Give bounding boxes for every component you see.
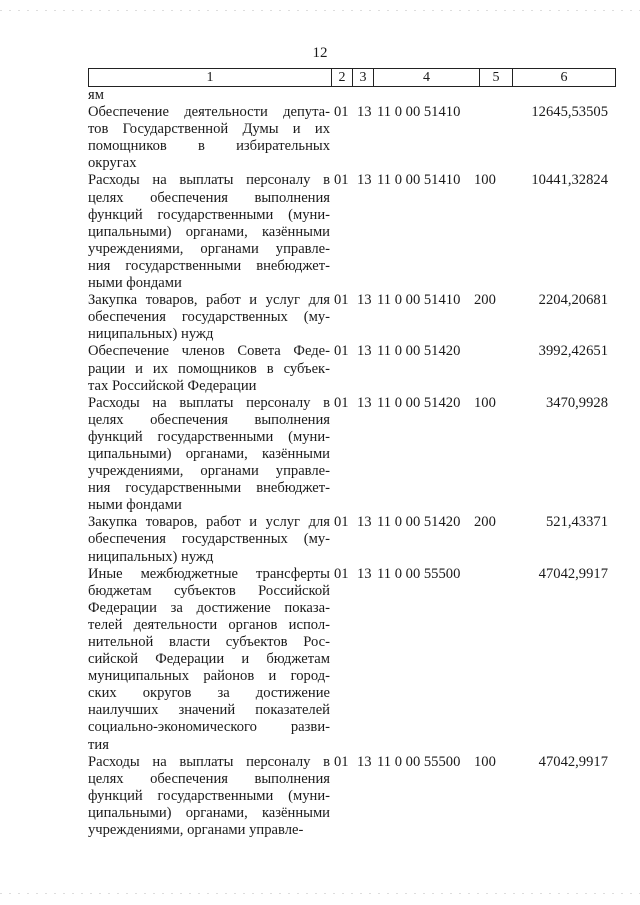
table-row (88, 754, 608, 839)
row-target-article: 11 0 00 55500 (377, 565, 461, 582)
row-name-line: ными фондами (88, 275, 182, 292)
row-section-code: 01 (334, 292, 349, 309)
page-number: 12 (312, 45, 328, 61)
row-name-line: рации и их помощников в субъек- (88, 360, 330, 377)
row-target-article: 11 0 00 51410 (377, 104, 461, 121)
row-amount: 10441,32824 (531, 172, 608, 189)
row-name-line: ских округов за достижение (88, 685, 330, 702)
row-name-line: помощников в избирательных (88, 138, 330, 155)
header-col-5: 5 (480, 69, 513, 87)
row-target-article: 11 0 00 51420 (377, 343, 461, 360)
row-name-line: тах Российской Федерации (88, 377, 257, 394)
table-row (88, 104, 608, 172)
row-target-article: 11 0 00 55500 (377, 753, 461, 770)
row-name (88, 566, 330, 754)
row-section-code: 01 (334, 565, 349, 582)
header-col-1: 1 (89, 69, 332, 87)
header-col-2: 2 (332, 69, 353, 87)
table-row (88, 566, 608, 754)
row-name-line: Расходы на выплаты персоналу в (88, 753, 330, 770)
row-name-line: наилучших значений показателей (88, 702, 330, 719)
row-name-line: социально-экономического разви- (88, 719, 330, 736)
row-amount: 521,43371 (545, 514, 608, 531)
row-amount: 12645,53505 (531, 104, 608, 121)
header-col-6: 6 (513, 69, 616, 87)
row-target-article: 11 0 00 51410 (377, 292, 461, 309)
row-name-line: муниципальных районов и город- (88, 668, 330, 685)
row-name-line: функций государственными (муни- (88, 428, 330, 445)
row-name-line: тия (88, 736, 109, 753)
row-name (88, 292, 330, 343)
row-name-line: ниципальных) нужд (88, 326, 214, 343)
row-name-line: бюджетам субъектов Российской (88, 582, 330, 599)
row-name (88, 104, 330, 172)
row-name-line: округах (88, 155, 137, 172)
table-row (88, 395, 608, 515)
row-name-line: Обеспечение членов Совета Феде- (88, 343, 330, 360)
row-name-line: Федерации за достижение показа- (88, 599, 330, 616)
row-name-line: учреждениями, органами управле- (88, 463, 330, 480)
row-name (88, 395, 330, 515)
row-name-line: ния государственными внебюджет- (88, 257, 330, 274)
row-name-line: ципальными) органами, казёнными (88, 445, 330, 462)
row-expense-type: 100 (474, 394, 496, 411)
row-expense-type: 200 (474, 514, 496, 531)
table-row (88, 87, 608, 104)
row-name-line: целях обеспечения выполнения (88, 770, 330, 787)
row-section-code: 01 (334, 172, 349, 189)
table-row (88, 343, 608, 394)
table-row (88, 514, 608, 565)
table-row (88, 292, 608, 343)
row-section-code: 01 (334, 104, 349, 121)
row-name (88, 514, 330, 565)
row-expense-type: 100 (474, 172, 496, 189)
row-section-code: 01 (334, 343, 349, 360)
row-name-line: ния государственными внебюджет- (88, 480, 330, 497)
row-name (88, 754, 330, 839)
row-name-line: учреждениями, органами управле- (88, 240, 330, 257)
row-name-line: сийской Федерации и бюджетам (88, 651, 330, 668)
row-name-line: ципальными) органами, казёнными (88, 804, 330, 821)
row-name-line: обеспечения государственных (му- (88, 309, 330, 326)
row-subsection-code: 13 (357, 292, 372, 309)
row-name-line: Иные межбюджетные трансферты (88, 565, 330, 582)
row-section-code: 01 (334, 394, 349, 411)
row-subsection-code: 13 (357, 343, 372, 360)
row-subsection-code: 13 (357, 394, 372, 411)
row-name-line: Расходы на выплаты персоналу в (88, 394, 330, 411)
header-col-4: 4 (374, 69, 480, 87)
row-target-article: 11 0 00 51420 (377, 514, 461, 531)
row-name (88, 343, 330, 394)
row-subsection-code: 13 (357, 753, 372, 770)
row-name-line: целях обеспечения выполнения (88, 411, 330, 428)
row-name-line: функций государственными (муни- (88, 206, 330, 223)
row-target-article: 11 0 00 51410 (377, 172, 461, 189)
row-name-line: нительной власти субъектов Рос- (88, 634, 330, 650)
row-name-line: Закупка товаров, работ и услуг для (88, 292, 330, 309)
row-expense-type: 100 (474, 753, 496, 770)
row-subsection-code: 13 (357, 565, 372, 582)
row-name-line: тов Государственной Думы и их (88, 121, 330, 138)
row-name-line: учреждениями, органами управле- (88, 822, 304, 839)
scan-artifact-bottom (0, 893, 640, 894)
row-amount: 3470,9928 (545, 394, 608, 411)
row-name (88, 172, 330, 292)
row-subsection-code: 13 (357, 514, 372, 531)
row-section-code: 01 (334, 514, 349, 531)
row-subsection-code: 13 (357, 104, 372, 121)
row-name-line: ципальными) органами, казёнными (88, 223, 330, 240)
row-expense-type: 200 (474, 292, 496, 309)
row-name-line: обеспечения государственных (му- (88, 531, 330, 548)
header-col-3: 3 (353, 69, 374, 87)
row-subsection-code: 13 (357, 172, 372, 189)
row-name-line: Расходы на выплаты персоналу в (88, 172, 330, 189)
row-name-line: ям (88, 87, 104, 103)
row-amount: 47042,9917 (538, 565, 608, 582)
row-amount: 2204,20681 (538, 292, 608, 309)
row-name (88, 87, 330, 104)
row-amount: 47042,9917 (538, 753, 608, 770)
row-name-line: Закупка товаров, работ и услуг для (88, 514, 330, 531)
row-name-line: функций государственными (муни- (88, 787, 330, 804)
table-row (88, 172, 608, 292)
row-name-line: телей деятельности органов испол- (88, 616, 330, 633)
row-name-line: Обеспечение деятельности депута- (88, 104, 330, 121)
row-amount: 3992,42651 (538, 343, 608, 360)
scan-artifact-top (0, 10, 640, 11)
row-target-article: 11 0 00 51420 (377, 394, 461, 411)
row-name-line: целях обеспечения выполнения (88, 189, 330, 206)
row-name-line: ными фондами (88, 497, 182, 514)
budget-rows (88, 87, 608, 839)
row-section-code: 01 (334, 753, 349, 770)
column-header-table (88, 68, 616, 87)
row-name-line: ниципальных) нужд (88, 548, 214, 565)
